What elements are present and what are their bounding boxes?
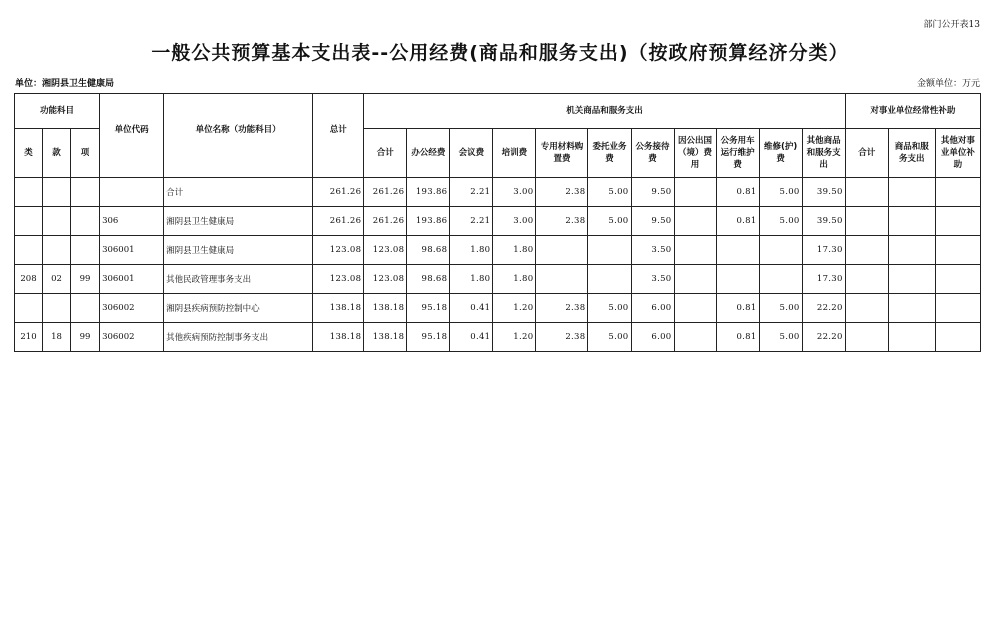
cell-kuan (43, 207, 71, 236)
cell-meeting: 1.80 (450, 236, 493, 265)
cell-total: 138.18 (313, 294, 364, 323)
header-unit-code: 单位代码 (100, 94, 164, 178)
cell-s-other (935, 178, 980, 207)
cell-s-goods (888, 265, 935, 294)
cell-commission (588, 236, 631, 265)
cell-code: 306001 (100, 265, 164, 294)
cell-vehicle: 0.81 (716, 294, 759, 323)
cell-repair: 5.00 (759, 178, 802, 207)
cell-vehicle (716, 265, 759, 294)
cell-s-other (935, 265, 980, 294)
cell-code (100, 178, 164, 207)
header-func-subject: 功能科目 (15, 94, 100, 129)
cell-g-total: 123.08 (364, 236, 407, 265)
cell-name: 其他民政管理事务支出 (164, 265, 313, 294)
cell-s-goods (888, 207, 935, 236)
cell-code: 306001 (100, 236, 164, 265)
header-lei: 类 (15, 129, 43, 178)
header-gov-goods-services: 机关商品和服务支出 (364, 94, 845, 129)
cell-repair: 5.00 (759, 207, 802, 236)
form-number: 部门公开表13 (923, 20, 980, 30)
cell-commission: 5.00 (588, 178, 631, 207)
cell-training: 1.80 (493, 265, 536, 294)
cell-vehicle: 0.81 (716, 323, 759, 352)
cell-abroad (674, 178, 716, 207)
cell-other: 17.30 (802, 265, 845, 294)
cell-office: 95.18 (407, 294, 450, 323)
cell-s-total (845, 236, 888, 265)
cell-reception: 9.50 (631, 207, 674, 236)
cell-xiang (71, 294, 100, 323)
header-training-fee: 培训费 (493, 129, 536, 178)
cell-lei (15, 294, 43, 323)
cell-lei: 210 (15, 323, 43, 352)
header-abroad-travel: 因公出国（境）费用 (674, 129, 716, 178)
cell-training: 1.80 (493, 236, 536, 265)
cell-xiang (71, 178, 100, 207)
cell-other: 22.20 (802, 323, 845, 352)
cell-s-other (935, 236, 980, 265)
table-header (15, 94, 981, 178)
cell-xiang (71, 236, 100, 265)
cell-repair: 5.00 (759, 323, 802, 352)
header-subsidy-other: 其他对事业单位补助 (935, 129, 980, 178)
cell-g-total: 261.26 (364, 178, 407, 207)
cell-other: 39.50 (802, 178, 845, 207)
cell-other: 22.20 (802, 294, 845, 323)
cell-commission: 5.00 (588, 207, 631, 236)
cell-office: 95.18 (407, 323, 450, 352)
reporting-unit: 单位：湘阴县卫生健康局 (15, 79, 115, 89)
cell-lei (15, 178, 43, 207)
header-public-institution-subsidy: 对事业单位经常性补助 (845, 94, 980, 129)
cell-reception: 6.00 (631, 294, 674, 323)
table-row (15, 265, 981, 294)
cell-name: 合计 (164, 178, 313, 207)
cell-commission: 5.00 (588, 323, 631, 352)
cell-name: 湘阴县卫生健康局 (164, 236, 313, 265)
cell-name: 湘阴县疾病预防控制中心 (164, 294, 313, 323)
cell-kuan: 02 (43, 265, 71, 294)
cell-materials: 2.38 (536, 178, 588, 207)
table-body (15, 178, 981, 352)
cell-total: 261.26 (313, 178, 364, 207)
cell-reception: 3.50 (631, 265, 674, 294)
cell-kuan: 18 (43, 323, 71, 352)
table-row (15, 294, 981, 323)
cell-commission: 5.00 (588, 294, 631, 323)
header-office-expense: 办公经费 (407, 129, 450, 178)
cell-lei (15, 236, 43, 265)
cell-abroad (674, 236, 716, 265)
cell-xiang: 99 (71, 323, 100, 352)
cell-vehicle: 0.81 (716, 178, 759, 207)
cell-s-total (845, 265, 888, 294)
table-row (15, 178, 981, 207)
cell-vehicle (716, 236, 759, 265)
cell-training: 3.00 (493, 178, 536, 207)
cell-kuan (43, 178, 71, 207)
cell-total: 123.08 (313, 265, 364, 294)
cell-g-total: 123.08 (364, 265, 407, 294)
cell-kuan (43, 236, 71, 265)
header-subsidy-goods: 商品和服务支出 (888, 129, 935, 178)
cell-name: 湘阴县卫生健康局 (164, 207, 313, 236)
cell-meeting: 1.80 (450, 265, 493, 294)
cell-s-other (935, 207, 980, 236)
cell-vehicle: 0.81 (716, 207, 759, 236)
amount-unit: 金额单位：万元 (916, 79, 980, 89)
cell-other: 39.50 (802, 207, 845, 236)
cell-reception: 3.50 (631, 236, 674, 265)
cell-commission (588, 265, 631, 294)
cell-meeting: 0.41 (450, 294, 493, 323)
cell-repair (759, 236, 802, 265)
header-special-materials: 专用材料购置费 (536, 129, 588, 178)
header-kuan: 款 (43, 129, 71, 178)
cell-s-goods (888, 323, 935, 352)
cell-code: 306 (100, 207, 164, 236)
header-vehicle-maintenance: 公务用车运行维护费 (716, 129, 759, 178)
cell-lei: 208 (15, 265, 43, 294)
cell-g-total: 261.26 (364, 207, 407, 236)
cell-materials (536, 265, 588, 294)
cell-materials: 2.38 (536, 207, 588, 236)
header-xiang: 项 (71, 129, 100, 178)
cell-total: 123.08 (313, 236, 364, 265)
cell-office: 98.68 (407, 236, 450, 265)
cell-g-total: 138.18 (364, 294, 407, 323)
cell-s-goods (888, 178, 935, 207)
cell-name: 其他疾病预防控制事务支出 (164, 323, 313, 352)
cell-training: 1.20 (493, 323, 536, 352)
cell-s-total (845, 323, 888, 352)
cell-s-other (935, 323, 980, 352)
header-reception-fee: 公务接待费 (631, 129, 674, 178)
expenditure-table (14, 93, 981, 352)
cell-xiang (71, 207, 100, 236)
cell-repair: 5.00 (759, 294, 802, 323)
cell-abroad (674, 323, 716, 352)
report-title: 一般公共预算基本支出表--公用经费(商品和服务支出)（按政府预算经济分类） (151, 42, 849, 64)
cell-meeting: 2.21 (450, 178, 493, 207)
cell-total: 138.18 (313, 323, 364, 352)
cell-other: 17.30 (802, 236, 845, 265)
header-commission-fee: 委托业务费 (588, 129, 631, 178)
cell-office: 98.68 (407, 265, 450, 294)
header-meeting-fee: 会议费 (450, 129, 493, 178)
table-row (15, 323, 981, 352)
cell-training: 1.20 (493, 294, 536, 323)
cell-g-total: 138.18 (364, 323, 407, 352)
cell-meeting: 0.41 (450, 323, 493, 352)
cell-training: 3.00 (493, 207, 536, 236)
cell-s-total (845, 294, 888, 323)
cell-meeting: 2.21 (450, 207, 493, 236)
cell-office: 193.86 (407, 178, 450, 207)
cell-lei (15, 207, 43, 236)
cell-s-other (935, 294, 980, 323)
cell-office: 193.86 (407, 207, 450, 236)
cell-abroad (674, 265, 716, 294)
header-other-goods: 其他商品和服务支出 (802, 129, 845, 178)
cell-s-total (845, 178, 888, 207)
cell-code: 306002 (100, 323, 164, 352)
header-total: 总计 (313, 94, 364, 178)
cell-s-goods (888, 236, 935, 265)
cell-materials (536, 236, 588, 265)
header-goods-total: 合计 (364, 129, 407, 178)
cell-reception: 9.50 (631, 178, 674, 207)
cell-xiang: 99 (71, 265, 100, 294)
header-repair-fee: 维修(护)费 (759, 129, 802, 178)
header-subsidy-total: 合计 (845, 129, 888, 178)
cell-code: 306002 (100, 294, 164, 323)
cell-materials: 2.38 (536, 323, 588, 352)
cell-abroad (674, 294, 716, 323)
table-row (15, 236, 981, 265)
cell-s-goods (888, 294, 935, 323)
cell-s-total (845, 207, 888, 236)
cell-reception: 6.00 (631, 323, 674, 352)
cell-total: 261.26 (313, 207, 364, 236)
header-unit-name: 单位名称（功能科目） (164, 94, 313, 178)
cell-materials: 2.38 (536, 294, 588, 323)
cell-kuan (43, 294, 71, 323)
table-row (15, 207, 981, 236)
cell-abroad (674, 207, 716, 236)
cell-repair (759, 265, 802, 294)
